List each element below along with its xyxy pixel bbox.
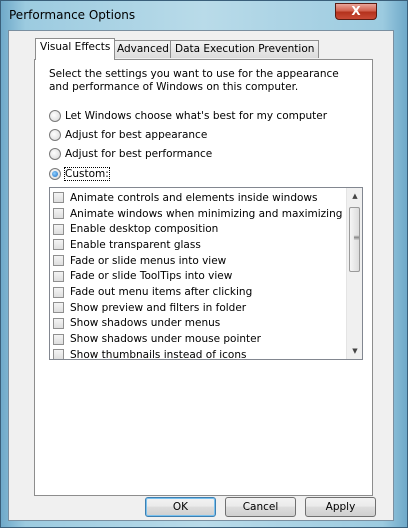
tab-advanced[interactable]	[112, 40, 174, 58]
radio-label: Custom:	[65, 168, 109, 180]
scroll-down-arrow-icon[interactable]: ▼	[352, 347, 358, 355]
effect-list-item[interactable]	[53, 206, 342, 222]
effect-list-item[interactable]	[53, 284, 252, 300]
radio-best-appearance[interactable]	[49, 127, 207, 143]
tab-label: Data Execution Prevention	[175, 43, 315, 55]
effect-label: Enable desktop composition	[70, 223, 219, 236]
radio-button[interactable]	[49, 148, 61, 160]
description-text: Select the settings you want to use for the appearance and performance of Windows on this computer.	[49, 68, 339, 93]
effect-list-item[interactable]	[53, 300, 246, 316]
effect-list-item[interactable]	[53, 190, 317, 206]
vertical-scrollbar[interactable]	[346, 188, 362, 359]
effect-checkbox[interactable]	[53, 271, 64, 282]
close-button[interactable]	[335, 3, 377, 20]
effect-checkbox[interactable]	[53, 224, 64, 235]
radio-label: Adjust for best appearance	[65, 129, 208, 141]
effect-checkbox[interactable]	[53, 208, 64, 219]
visual-effects-list[interactable]	[49, 187, 363, 360]
effect-label: Animate controls and elements inside windows	[70, 191, 318, 204]
effect-label: Fade or slide ToolTips into view	[70, 270, 233, 283]
tab-label: Advanced	[117, 43, 169, 55]
effect-list-item[interactable]	[53, 221, 218, 237]
effect-checkbox[interactable]	[53, 349, 64, 360]
effect-label: Enable transparent glass	[70, 238, 201, 251]
ok-button[interactable]: OK	[145, 497, 216, 517]
scroll-thumb[interactable]	[349, 207, 360, 272]
effect-checkbox[interactable]	[53, 334, 64, 345]
effect-list-item[interactable]	[53, 331, 261, 347]
radio-label: Let Windows choose what's best for my computer	[65, 110, 328, 122]
effect-label: Show thumbnails instead of icons	[70, 348, 247, 360]
effect-label: Animate windows when minimizing and maximizing	[70, 207, 343, 220]
radio-custom[interactable]	[49, 166, 109, 182]
radio-button[interactable]	[49, 129, 61, 141]
effect-checkbox[interactable]	[53, 318, 64, 329]
radio-button[interactable]	[49, 110, 61, 122]
cancel-button[interactable]: Cancel	[225, 497, 296, 517]
visual-effects-panel	[34, 59, 373, 496]
dialog-client-area	[8, 30, 394, 521]
title-bar[interactable]	[1, 1, 407, 31]
window-title: Performance Options	[9, 8, 136, 22]
effect-label: Show preview and filters in folder	[70, 301, 247, 314]
close-icon: X	[351, 4, 361, 18]
effect-checkbox[interactable]	[53, 287, 64, 298]
effect-label: Show shadows under mouse pointer	[70, 333, 261, 346]
effect-label: Fade or slide menus into view	[70, 254, 227, 267]
effect-label: Fade out menu items after clicking	[70, 286, 253, 299]
effect-list-item[interactable]	[53, 347, 246, 360]
effect-list-item[interactable]	[53, 237, 201, 253]
effect-list-item[interactable]	[53, 253, 226, 269]
radio-button-selected[interactable]	[49, 168, 61, 180]
tab-visual-effects[interactable]	[35, 38, 115, 60]
effect-checkbox[interactable]	[53, 302, 64, 313]
effect-list-item[interactable]	[53, 316, 220, 332]
effect-list-item[interactable]	[53, 269, 232, 285]
grip-icon: ≡	[353, 233, 360, 242]
scroll-up-arrow-icon[interactable]: ▲	[352, 192, 358, 200]
effect-checkbox[interactable]	[53, 255, 64, 266]
tab-data-execution-prevention[interactable]	[170, 40, 319, 58]
radio-best-performance[interactable]	[49, 146, 212, 162]
tab-label: Visual Effects	[40, 41, 111, 53]
apply-button[interactable]: Apply	[305, 497, 376, 517]
effect-label: Show shadows under menus	[70, 317, 221, 330]
effect-checkbox[interactable]	[53, 239, 64, 250]
radio-let-windows-choose[interactable]	[49, 108, 327, 124]
effect-checkbox[interactable]	[53, 192, 64, 203]
radio-label: Adjust for best performance	[65, 148, 213, 160]
